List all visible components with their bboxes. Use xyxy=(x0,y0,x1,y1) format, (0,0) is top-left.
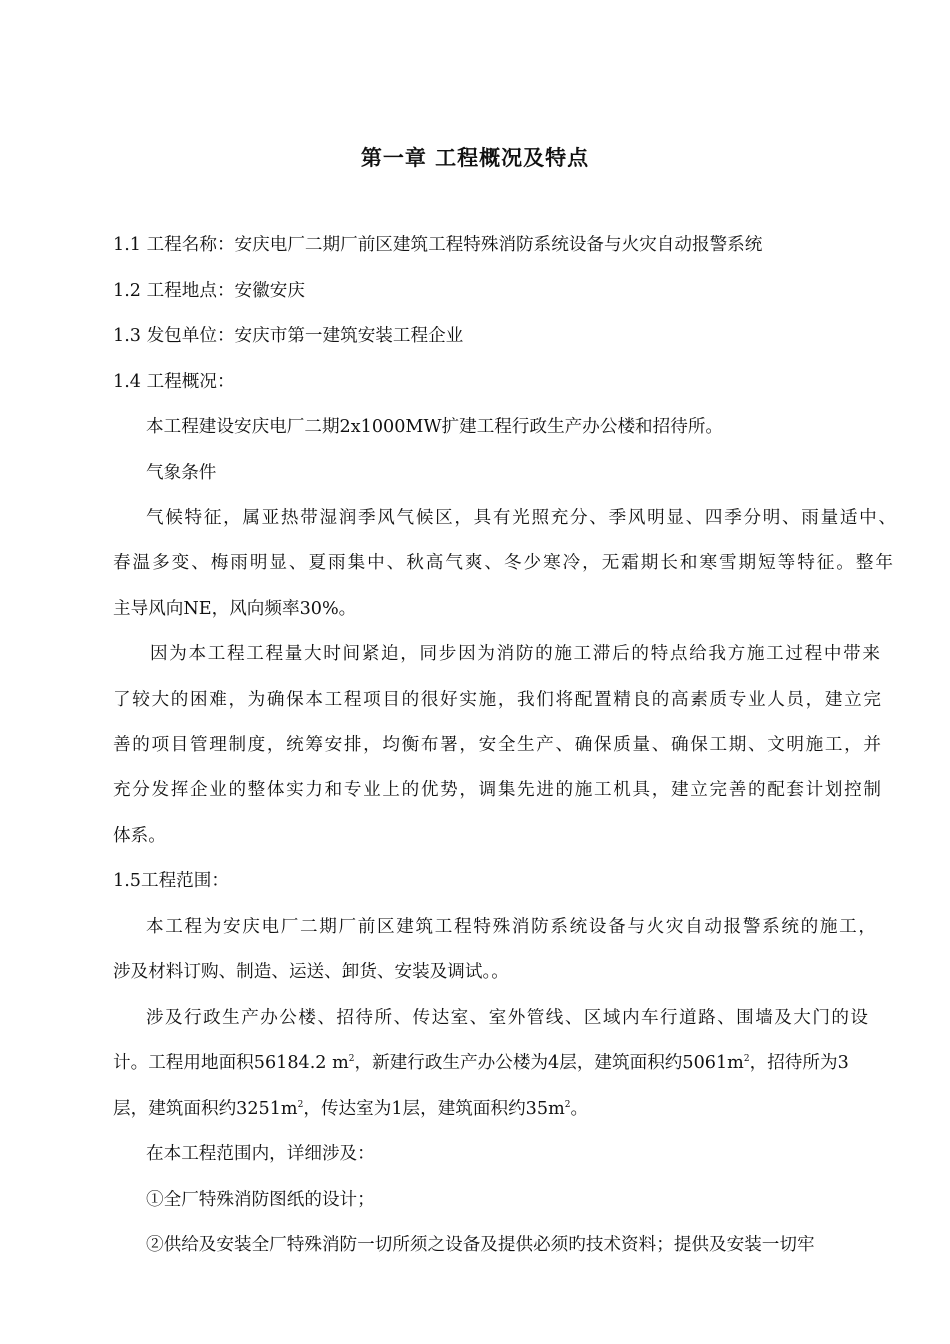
superscript-2: 2 xyxy=(564,1100,571,1110)
scope-line-2: 涉及材料订购、制造、运送、卸货、安装及调试。。 xyxy=(113,962,509,982)
overview-paragraph: 本工程建设安庆电厂二期2x1000MW扩建工程行政生产办公楼和招待所。 xyxy=(146,417,724,437)
scope-line-1: 本工程为安庆电厂二期厂前区建筑工程特殊消防系统设备与火灾自动报警系统的施工， xyxy=(146,917,876,937)
schedule-line-1: 因为本工程工程量大时间紧迫，同步因为消防的施工滞后的特点给我方施工过程中带来 xyxy=(150,644,880,664)
area-line-2-part-3: ，招待所为3 xyxy=(749,1053,849,1073)
detail-intro: 在本工程范围内，详细涉及： xyxy=(146,1144,375,1164)
section-1-3: 1.3 发包单位：安庆市第一建筑安装工程企业 xyxy=(113,326,464,346)
area-line-2 xyxy=(113,1052,849,1074)
superscript-2: 2 xyxy=(348,1054,355,1064)
section-1-4: 1.4 工程概况： xyxy=(113,372,235,392)
weather-heading: 气象条件 xyxy=(146,463,217,483)
schedule-line-5: 体系。 xyxy=(113,826,166,846)
area-line-2-part-2: ，新建行政生产办公楼为4层，建筑面积约5061m xyxy=(354,1053,744,1073)
page-title: 第一章 工程概况及特点 xyxy=(360,145,590,170)
section-1-1: 1.1 工程名称：安庆电厂二期厂前区建筑工程特殊消防系统设备与火灾自动报警系统 xyxy=(113,235,763,255)
schedule-line-3: 善的项目管理制度，统筹安排，均衡布署，安全生产、确保质量、确保工期、文明施工，并 xyxy=(113,735,881,755)
schedule-line-2: 了较大的困难，为确保本工程项目的很好实施，我们将配置精良的高素质专业人员，建立完 xyxy=(113,690,881,710)
area-line-3-part-1: 层，建筑面积约3251m xyxy=(113,1099,298,1119)
list-item-1: ①全厂特殊消防图纸的设计； xyxy=(146,1190,375,1210)
climate-line-3: 主导风向NE，风向频率30%。 xyxy=(113,599,357,619)
area-line-1: 涉及行政生产办公楼、招待所、传达室、室外管线、区域内车行道路、围墙及大门的设 xyxy=(146,1008,868,1028)
list-item-2: ②供给及安装全厂特殊消防一切所须之设备及提供必须旳技术资料；提供及安装一切牢 xyxy=(146,1235,815,1255)
schedule-line-4: 充分发挥企业的整体实力和专业上的优势，调集先进的施工机具，建立完善的配套计划控制 xyxy=(113,780,881,800)
area-line-3 xyxy=(113,1098,588,1120)
section-1-5: 1.5工程范围： xyxy=(113,871,229,891)
section-1-2: 1.2 工程地点：安徽安庆 xyxy=(113,281,305,301)
area-line-2-part-1: 计。工程用地面积56184.2 m xyxy=(113,1053,349,1073)
climate-line-1: 气候特征，属亚热带湿润季风气候区，具有光照充分、季风明显、四季分明、雨量适中、 xyxy=(146,508,896,528)
superscript-2: 2 xyxy=(743,1054,750,1064)
area-line-3-part-2: ，传达室为1层，建筑面积约35m xyxy=(303,1099,565,1119)
area-line-3-part-3: 。 xyxy=(570,1099,589,1119)
climate-line-2: 春温多变、梅雨明显、夏雨集中、秋高气爽、冬少寒冷，无霜期长和寒雪期短等特征。整年 xyxy=(113,553,893,573)
superscript-2: 2 xyxy=(297,1100,304,1110)
